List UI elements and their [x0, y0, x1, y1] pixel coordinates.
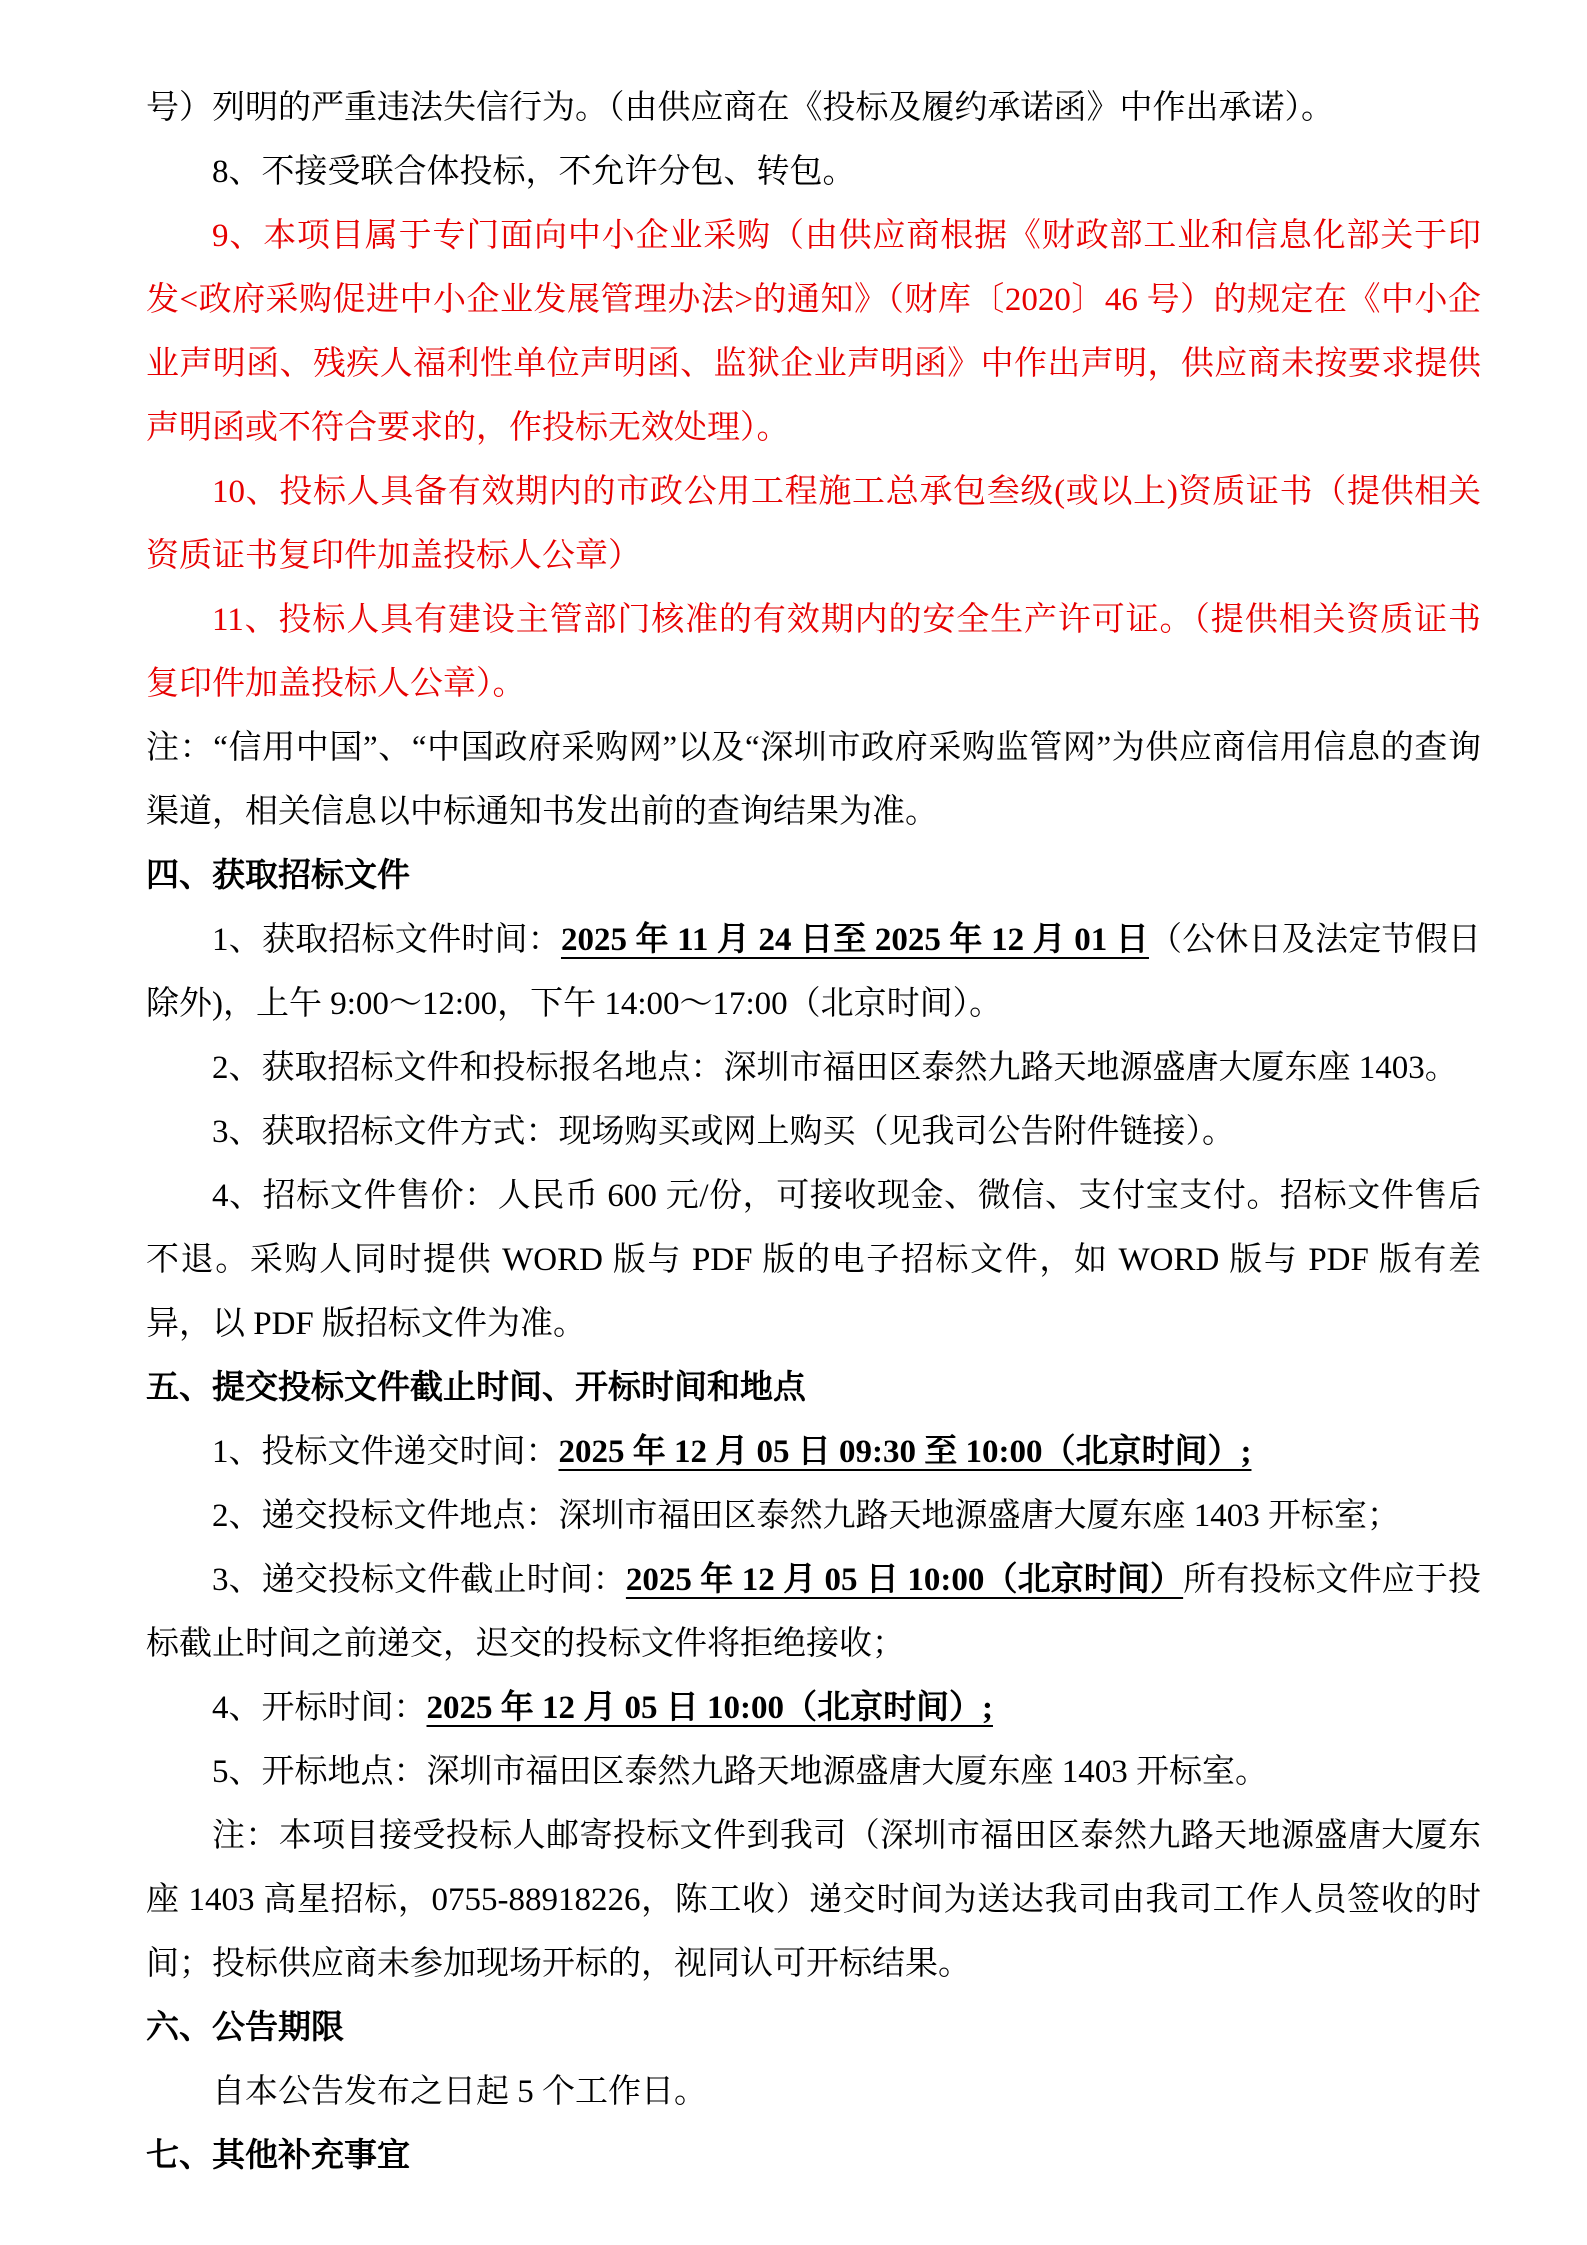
- underlined-date-range: 2025 年 11 月 24 日至 2025 年 12 月 01 日: [560, 922, 1149, 958]
- section-heading-7-other-matters: 七、其他补充事宜: [146, 2138, 410, 2174]
- text-run-prefix: 1、投标文件递交时间：: [212, 1434, 559, 1470]
- section-heading-4-obtain-documents: 四、获取招标文件: [146, 858, 410, 894]
- underlined-deadline-time: 2025 年 12 月 05 日 10:00（北京时间）: [625, 1562, 1184, 1598]
- paragraph-credit-info-note: 注：“信用中国”、“中国政府采购网”以及“深圳市政府采购监管网”为供应商信用信息的查询渠道，相关信息以中标通知书发出前的查询结果为准。: [146, 730, 1481, 830]
- paragraph-opening-place: 5、开标地点：深圳市福田区泰然九路天地源盛唐大厦东座 1403 开标室。: [212, 1754, 1268, 1790]
- paragraph-opening-time: [146, 1676, 1481, 1740]
- paragraph-carryover-violation: 号）列明的严重违法失信行为。（由供应商在《投标及履约承诺函》中作出承诺）。: [146, 90, 1334, 126]
- paragraph-mail-delivery-note: 注：本项目接受投标人邮寄投标文件到我司（深圳市福田区泰然九路天地源盛唐大厦东座 1403 高星招标，0755-88918226，陈工收）递交时间为送达我司由我司工作人员签收的时间；投标供应商未参加现场开标的，视同认可开标结果。: [146, 1818, 1481, 1982]
- text-run-suffix: 所有投标文件应于投标截止时间之前递交，迟交的投标文件将拒绝接收；: [146, 1562, 1481, 1662]
- paragraph-submission-place: 2、递交投标文件地点：深圳市福田区泰然九路天地源盛唐大厦东座 1403 开标室；: [212, 1498, 1400, 1534]
- paragraph-submission-deadline: [146, 1548, 1481, 1676]
- paragraph-submission-time: [146, 1420, 1481, 1484]
- paragraph-obtain-place: 2、获取招标文件和投标报名地点：深圳市福田区泰然九路天地源盛唐大厦东座 1403。: [212, 1050, 1458, 1086]
- paragraph-item11-safety-license: 11、投标人具有建设主管部门核准的有效期内的安全生产许可证。（提供相关资质证书复印件加盖投标人公章）。: [146, 602, 1481, 702]
- paragraph-obtain-method: 3、获取招标文件方式：现场购买或网上购买（见我司公告附件链接）。: [212, 1114, 1235, 1150]
- paragraph-item10-qualification-cert: 10、投标人具备有效期内的市政公用工程施工总承包叁级(或以上)资质证书（提供相关资质证书复印件加盖投标人公章）: [146, 474, 1481, 574]
- paragraph-item9-sme-procurement: 9、本项目属于专门面向中小企业采购（由供应商根据《财政部工业和信息化部关于印发<政府采购促进中小企业发展管理办法>的通知》（财库〔2020〕46 号）的规定在《中小企业声明函、残疾人福利性单位声明函、监狱企业声明函》中作出声明，供应商未按要求提供声明函或不符合要求的，作投标无效处理）。: [146, 218, 1481, 446]
- paragraph-item8-no-consortium: 8、不接受联合体投标，不允许分包、转包。: [212, 154, 856, 190]
- text-run-prefix: 3、递交投标文件截止时间：: [212, 1562, 626, 1598]
- text-run-suffix: （公休日及法定节假日除外)，上午 9:00～12:00，下午 14:00～17:00（北京时间）。: [146, 922, 1482, 1022]
- section-heading-5-submission-opening: 五、提交投标文件截止时间、开标时间和地点: [146, 1370, 806, 1406]
- underlined-opening-time: 2025 年 12 月 05 日 10:00（北京时间）;: [426, 1690, 993, 1726]
- paragraph-obtain-time: [146, 908, 1481, 1036]
- paragraph-announcement-period: 自本公告发布之日起 5 个工作日。: [212, 2074, 707, 2110]
- text-run-prefix: 1、获取招标文件时间：: [212, 922, 561, 958]
- section-heading-6-announcement-period: 六、公告期限: [146, 2010, 344, 2046]
- underlined-submission-time: 2025 年 12 月 05 日 09:30 至 10:00（北京时间）;: [558, 1434, 1252, 1470]
- paragraph-document-price: 4、招标文件售价：人民币 600 元/份，可接收现金、微信、支付宝支付。招标文件售后不退。采购人同时提供 WORD 版与 PDF 版的电子招标文件，如 WORD 版与 PDF 版有差异，以 PDF 版招标文件为准。: [146, 1178, 1481, 1342]
- text-run-prefix: 4、开标时间：: [212, 1690, 427, 1726]
